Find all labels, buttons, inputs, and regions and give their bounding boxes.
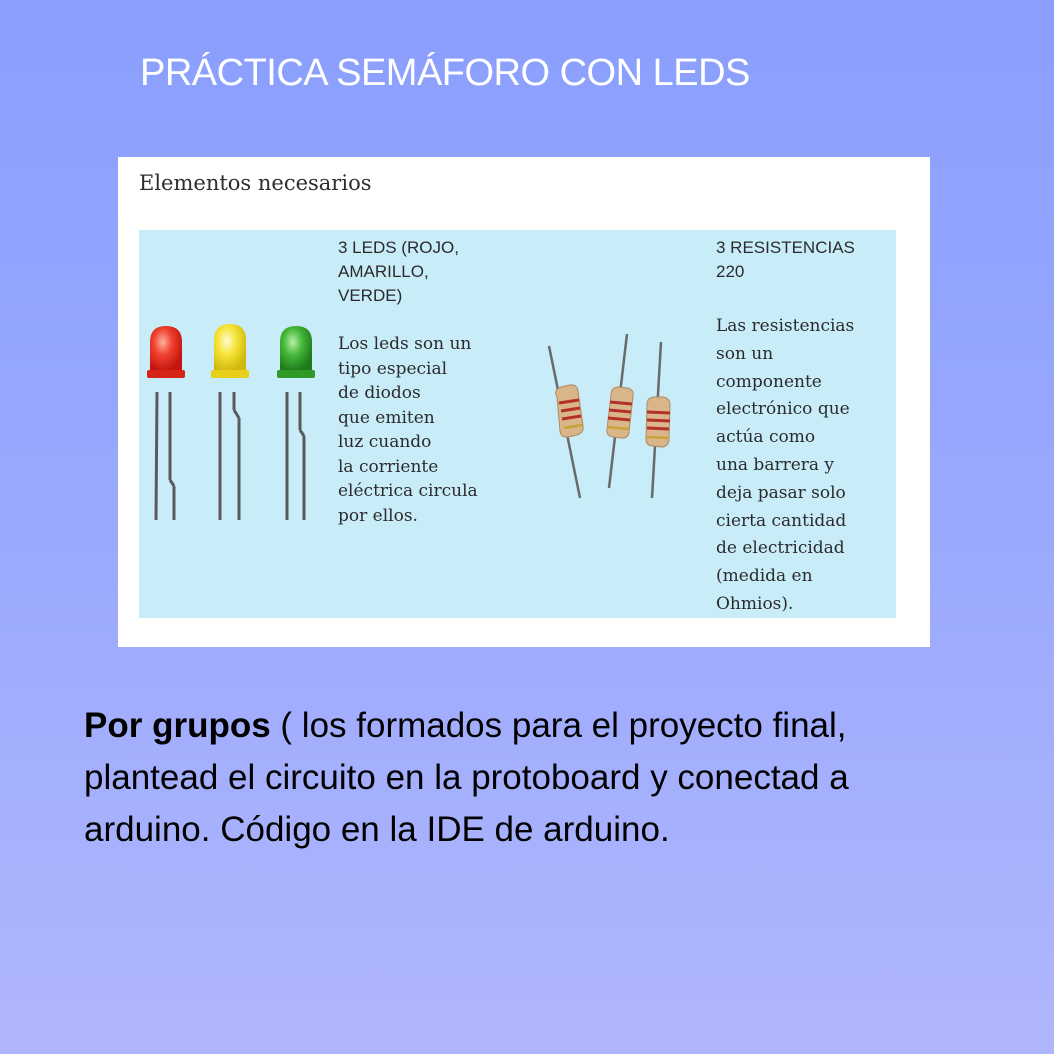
red-led-icon	[147, 326, 185, 520]
instructions-bold: Por grupos	[84, 706, 271, 745]
resistors-description: Las resistencias son un componente electrónico que actúa como una barrera y deja pasar solo cierta cantidad de electricidad (medida en Ohmios).	[716, 316, 855, 614]
resistor-1-icon	[549, 346, 583, 498]
instructions-text: ( los formados para el proyecto final, plantead el circuito en la protoboard y conectad a arduino. Código en la IDE de arduino.	[84, 706, 849, 849]
slide-title: PRÁCTICA SEMÁFORO CON LEDS	[140, 52, 750, 94]
card-heading: Elementos necesarios	[139, 171, 372, 195]
leds-description: Los leds son un tipo especial de diodos que emiten luz cuando la corriente eléctrica circula por ellos.	[338, 334, 478, 526]
components-panel	[139, 230, 896, 618]
green-led-icon	[277, 326, 315, 520]
resistor-3-icon	[646, 342, 670, 498]
components-card	[118, 157, 930, 647]
resistor-2-icon	[607, 334, 633, 488]
leds-heading: 3 LEDS (ROJO, AMARILLO, VERDE)	[338, 238, 459, 305]
instructions-paragraph	[84, 700, 964, 856]
resistors-heading: 3 RESISTENCIAS 220	[716, 238, 855, 281]
yellow-led-icon	[211, 324, 249, 520]
